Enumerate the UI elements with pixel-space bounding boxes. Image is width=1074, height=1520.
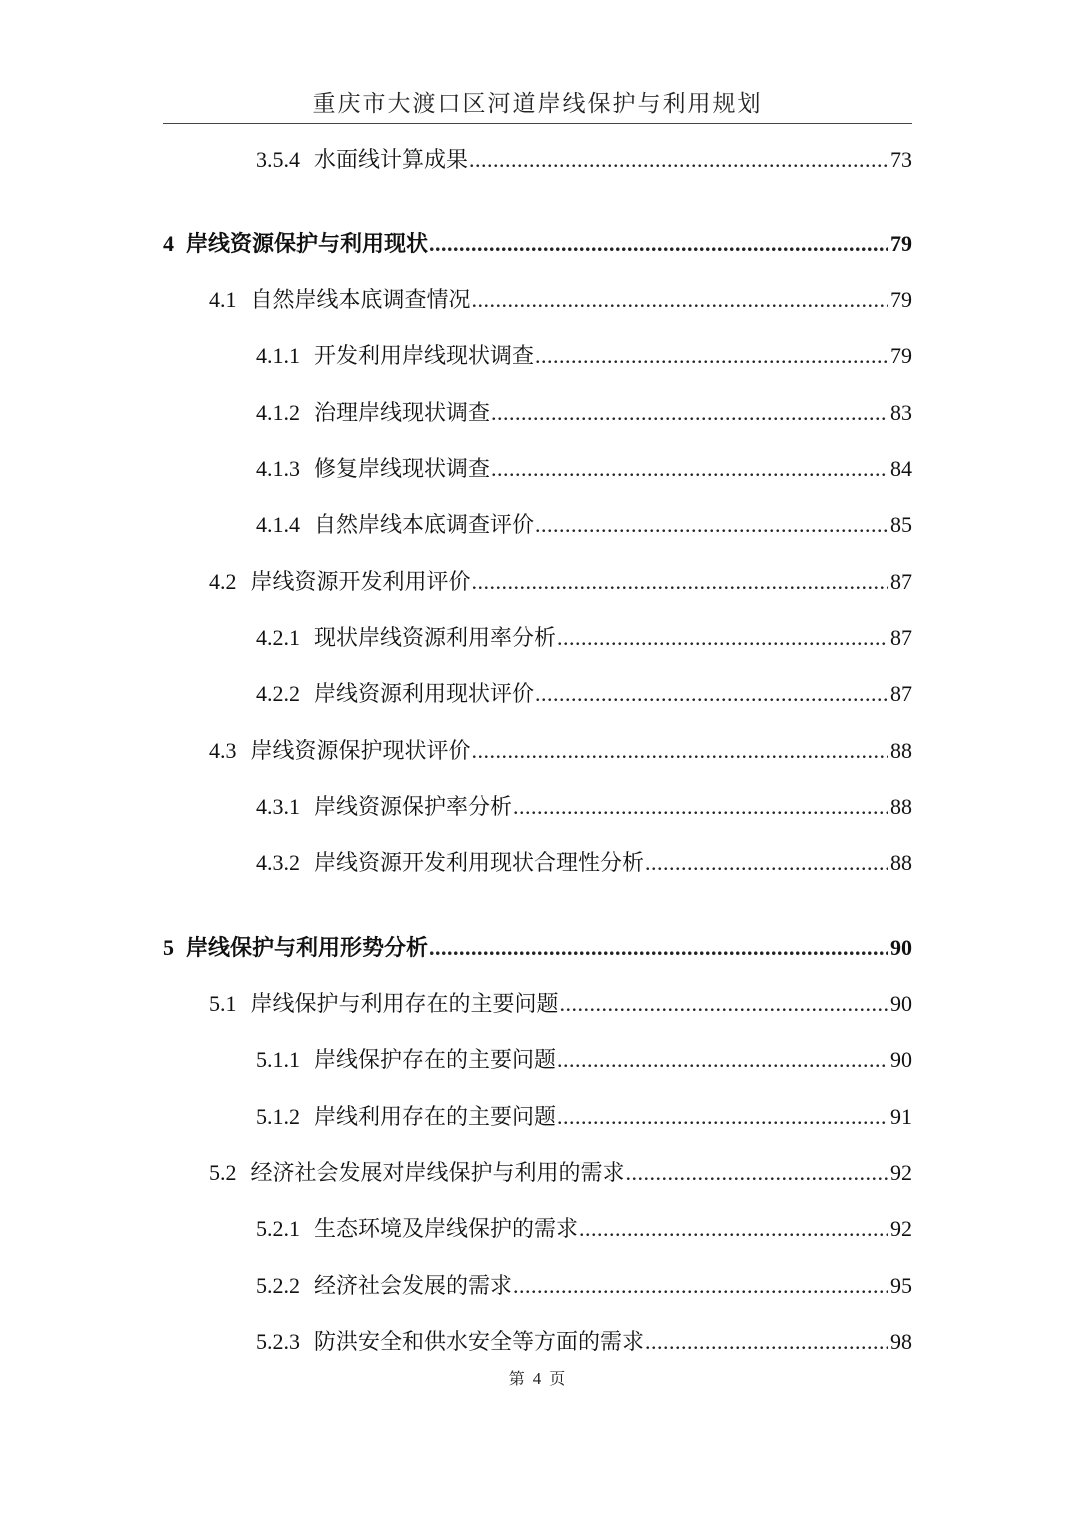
toc-entry-5-2[interactable] <box>209 1156 912 1190</box>
dot-leader <box>535 512 888 538</box>
toc-entry-title: 防洪安全和供水安全等方面的需求 <box>314 1330 645 1355</box>
dot-leader <box>491 400 888 426</box>
dot-leader <box>535 343 888 369</box>
dot-leader <box>557 1104 888 1130</box>
toc-entry-page: 83 <box>890 400 912 425</box>
running-header: 重庆市大渡口区河道岸线保护与利用规划 <box>163 86 912 124</box>
footer-suffix: 页 <box>549 1369 566 1388</box>
toc-entry-title: 岸线资源保护现状评价 <box>250 739 471 764</box>
toc-entry-4-3-2[interactable] <box>256 846 912 880</box>
toc-entry-title: 现状岸线资源利用率分析 <box>314 626 557 651</box>
toc-entry-number: 5.2.3 <box>256 1329 300 1354</box>
toc-entry-number: 5.1.2 <box>256 1104 300 1129</box>
toc-entry-title: 岸线资源开发利用现状合理性分析 <box>314 851 645 876</box>
toc-entry-4-3-1[interactable] <box>256 790 912 824</box>
toc-entry-number: 4.1.3 <box>256 456 300 481</box>
toc-entry-page: 73 <box>890 147 912 172</box>
toc-entry-4-2-1[interactable] <box>256 621 912 655</box>
toc-entry-page: 95 <box>890 1273 912 1298</box>
toc-entry-title: 岸线保护存在的主要问题 <box>314 1048 557 1073</box>
toc-entry-4-1-1[interactable] <box>256 339 912 373</box>
dot-leader <box>560 991 888 1017</box>
dot-leader <box>513 1273 888 1299</box>
toc-entry-4-1-4[interactable] <box>256 508 912 542</box>
toc-entry-page: 88 <box>890 738 912 763</box>
toc-entry-number: 4.3 <box>209 738 237 763</box>
toc-entry-number: 5.1.1 <box>256 1047 300 1072</box>
toc-entry-4-2-2[interactable] <box>256 677 912 711</box>
toc-entry-5-2-3[interactable] <box>256 1325 912 1359</box>
toc-entry-number: 5 <box>163 935 174 960</box>
toc-entry-page: 88 <box>890 794 912 819</box>
dot-leader <box>491 456 888 482</box>
toc-entry-5-1-1[interactable] <box>256 1043 912 1077</box>
toc-entry-title: 岸线资源保护率分析 <box>314 795 513 820</box>
toc-entry-title: 岸线保护与利用存在的主要问题 <box>250 992 559 1017</box>
toc-entry-title: 岸线保护与利用形势分析 <box>186 935 429 961</box>
toc-entry-4-3[interactable] <box>209 734 912 768</box>
toc-entry-title: 经济社会发展的需求 <box>314 1274 513 1299</box>
dot-leader <box>429 935 888 961</box>
toc-entry-number: 5.2 <box>209 1160 237 1185</box>
toc-entry-title: 岸线资源保护与利用现状 <box>186 231 429 257</box>
toc-entry-number: 4.3.1 <box>256 794 300 819</box>
dot-leader <box>513 794 888 820</box>
toc-entry-title: 修复岸线现状调查 <box>314 457 491 482</box>
toc-entry-title: 岸线资源开发利用评价 <box>250 570 471 595</box>
toc-entry-page: 92 <box>890 1216 912 1241</box>
toc-entry-page: 87 <box>890 625 912 650</box>
toc-entry-number: 5.1 <box>209 991 237 1016</box>
toc-entry-page: 90 <box>890 991 912 1016</box>
toc-entry-page: 84 <box>890 456 912 481</box>
toc-entry-4-1-3[interactable] <box>256 452 912 486</box>
dot-leader <box>557 1047 888 1073</box>
toc-entry-page: 98 <box>890 1329 912 1354</box>
toc-entry-page: 92 <box>890 1160 912 1185</box>
toc-entry-number: 4.1.2 <box>256 400 300 425</box>
toc-entry-4-1-2[interactable] <box>256 396 912 430</box>
toc-entry-page: 79 <box>890 231 912 256</box>
toc-entry-page: 90 <box>890 935 912 960</box>
toc-entry-number: 4.1.1 <box>256 343 300 368</box>
dot-leader <box>645 1329 888 1355</box>
toc-entry-page: 85 <box>890 512 912 537</box>
toc-entry-4[interactable] <box>163 227 912 261</box>
toc-entry-5-2-2[interactable] <box>256 1269 912 1303</box>
toc-entry-page: 88 <box>890 850 912 875</box>
dot-leader <box>472 287 888 313</box>
dot-leader <box>472 569 888 595</box>
dot-leader <box>645 850 888 876</box>
toc-entry-number: 4.1 <box>209 287 237 312</box>
toc-entry-number: 5.2.1 <box>256 1216 300 1241</box>
toc-entry-title: 开发利用岸线现状调查 <box>314 344 535 369</box>
toc-entry-title: 治理岸线现状调查 <box>314 401 491 426</box>
toc-entry-3-5-4[interactable] <box>256 143 912 177</box>
toc-entry-number: 5.2.2 <box>256 1273 300 1298</box>
toc-entry-5[interactable] <box>163 931 912 965</box>
dot-leader <box>535 681 888 707</box>
toc-entry-title: 自然岸线本底调查评价 <box>314 513 535 538</box>
toc-entry-number: 4.1.4 <box>256 512 300 537</box>
dot-leader <box>579 1216 888 1242</box>
toc-entry-title: 生态环境及岸线保护的需求 <box>314 1217 579 1242</box>
dot-leader <box>469 147 888 173</box>
toc-entry-number: 4.2 <box>209 569 237 594</box>
toc-entry-page: 79 <box>890 343 912 368</box>
dot-leader <box>626 1160 888 1186</box>
toc-entry-number: 3.5.4 <box>256 147 300 172</box>
toc-entry-title: 岸线资源利用现状评价 <box>314 682 535 707</box>
toc-entry-number: 4.2.2 <box>256 681 300 706</box>
toc-entry-5-2-1[interactable] <box>256 1212 912 1246</box>
toc-entry-4-1[interactable] <box>209 283 912 317</box>
toc-entry-number: 4.3.2 <box>256 850 300 875</box>
toc-entry-5-1-2[interactable] <box>256 1100 912 1134</box>
dot-leader <box>472 738 888 764</box>
toc-entry-title: 自然岸线本底调查情况 <box>250 288 471 313</box>
toc-entry-page: 87 <box>890 681 912 706</box>
toc-entry-page: 90 <box>890 1047 912 1072</box>
footer-prefix: 第 <box>508 1369 525 1388</box>
page-footer <box>0 1366 1074 1389</box>
dot-leader <box>429 231 888 257</box>
toc-entry-title: 水面线计算成果 <box>314 148 469 173</box>
toc-entry-page: 87 <box>890 569 912 594</box>
toc-entry-title: 经济社会发展对岸线保护与利用的需求 <box>250 1161 625 1186</box>
footer-page-number: 4 <box>532 1369 542 1388</box>
toc-entry-page: 91 <box>890 1104 912 1129</box>
toc-entry-5-1[interactable] <box>209 987 912 1021</box>
toc-entry-page: 79 <box>890 287 912 312</box>
toc-entry-number: 4 <box>163 231 174 256</box>
dot-leader <box>557 625 888 651</box>
toc-entry-title: 岸线利用存在的主要问题 <box>314 1105 557 1130</box>
toc-entry-4-2[interactable] <box>209 565 912 599</box>
toc-entry-number: 4.2.1 <box>256 625 300 650</box>
